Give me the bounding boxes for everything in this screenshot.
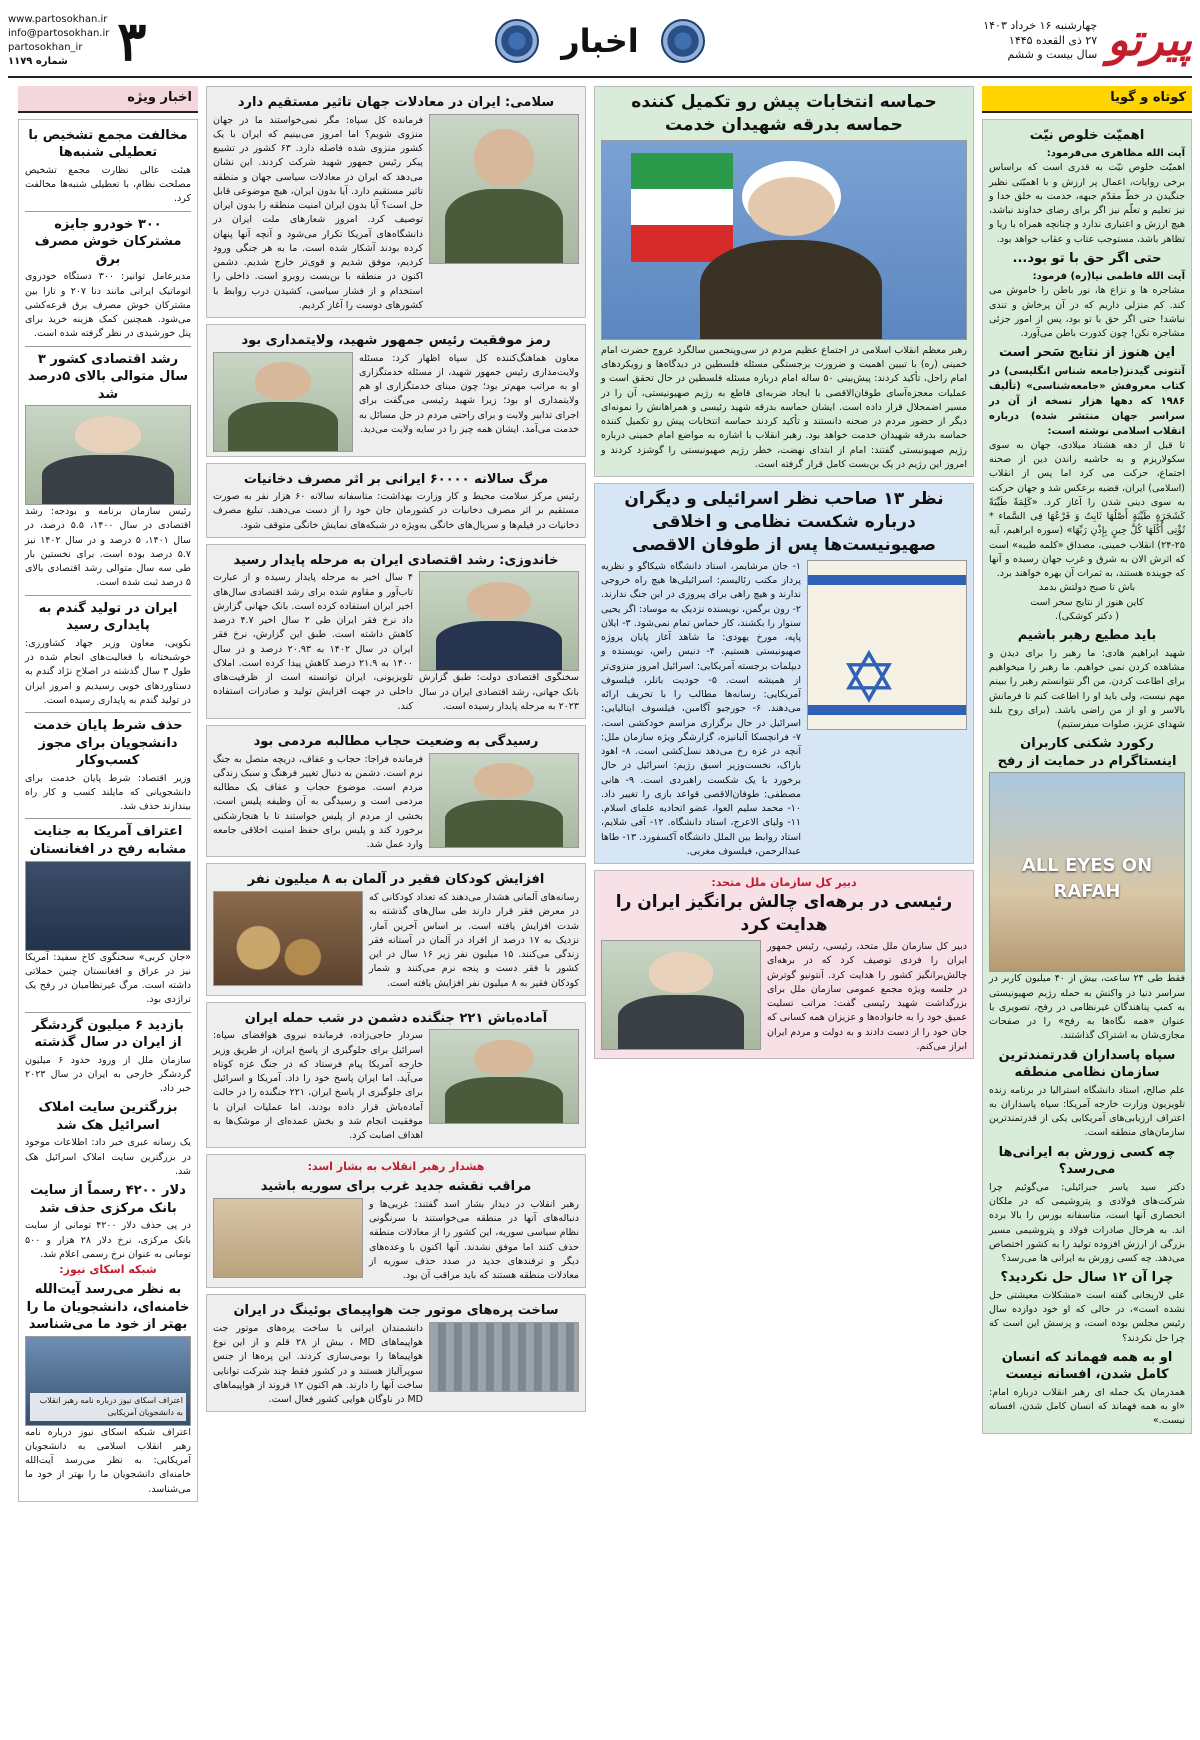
article-headline[interactable]: رمز موفقیت رئیس جمهور شهید، ولایتمداری بود <box>241 333 551 349</box>
news-title[interactable]: مخالفت مجمع تشخیص با تعطیلی شنبه‌ها <box>28 127 188 161</box>
article-content <box>213 891 579 991</box>
article-content <box>213 1029 579 1143</box>
article-content <box>213 1198 579 1284</box>
portrait-body <box>618 995 744 1049</box>
lead-article <box>594 86 974 477</box>
israel-headline[interactable]: نظر ۱۳ صاحب نظر اسرائیلی و دیگران درباره شکست نظامی و اخلاقی صهیونیست‌ها پس از طوفان الاقصی <box>624 489 944 555</box>
short-item-body: تا قبل از دهه هشتاد میلادی، جهان به سوی سکولاریزم و به حاشیه راندن دین از صحنه اجتماع، حرکت می کرد اما پس از انقلاب (اسلامی) ایران، قضیه برعکس شد و جهان حرکت به سوی دینی شدن را آغاز کرد. «کَلِمَةً طَیِّبَةً کَشَجَرَةٍ طَیِّبَةٍ أَصْلُهَا ثَابِتٌ وَ فَرْعُهَا فِی السَّماء * تُؤْتِی أُکُلَهَا کُلَّ حِینٍ بِإِذْنِ رَبِّهَا» (سوره ابراهیم، آیه ۲۵-۲۴) انقلاب خمینی، مصداق «کلمه طیبه» است که اثرش الان به شرق و غرب جهان رسیده و آنها که جوینده هستند، به ثمرات آن بهره خواهند برد. <box>989 439 1185 580</box>
contact-info <box>8 13 109 69</box>
short-item-title: حتی اگر حق با تو بود... <box>1012 250 1162 266</box>
divider <box>25 818 191 819</box>
news-body: در پی حذف دلار ۴۲۰۰ تومانی از سایت بانک مرکزی، نرخ دلار ۲۸ هزار و ۵۰۰ تومانی به عنوان نرخ رسمی اعلام شد. <box>25 1220 192 1260</box>
meeting-photo <box>213 1198 363 1278</box>
date-hijri: ۲۷ ذی القعده ۱۴۴۵ <box>1008 33 1098 47</box>
article-velayat <box>206 324 586 457</box>
portrait-head <box>474 1040 533 1075</box>
poem-line: باش تا صبح دولتش بدمد <box>1038 582 1136 594</box>
flag-stripe <box>808 575 966 585</box>
kirby-photo <box>25 861 191 951</box>
radan-photo <box>429 753 579 848</box>
divider <box>25 346 191 347</box>
article-boeing <box>206 1294 586 1412</box>
news-body: اعتراف شبکه اسکای نیوز درباره نامه رهبر انقلاب اسلامی به دانشجویان آمریکایی: به نظر می‌رسد آیت‌الله خامنه‌ای دانشجویان ما را بهتر از خود ما می‌شناسد. <box>25 1426 191 1495</box>
portrait-body <box>700 240 882 339</box>
center-left-column <box>206 86 586 1726</box>
article-germany <box>206 863 586 995</box>
masthead-contact <box>8 9 338 73</box>
news-title[interactable]: رشد اقتصادی کشور ۳ سال متوالی بالای ۵درصد شد <box>27 351 189 402</box>
left-column <box>18 86 198 1726</box>
article-hijab <box>206 725 586 857</box>
social-handle[interactable]: partosokhan_ir <box>8 42 83 53</box>
ornament-icon <box>495 19 539 63</box>
article-kicker: هشدار رهبر انقلاب به بشار اسد: <box>307 1160 485 1174</box>
article-body: فرمانده فراجا: حجاب و عفاف، دریچه متصل به جنگ نرم است. دشمن به دنبال تغییر فرهنگ و سبک زندگی مردم است. موضوع حجاب و عفاف یک مطالبه مردمی است و رسیدگی به آن وظیفه پلیس است. بخشی از مردم از پلیس خواستند تا با هنجارشکنی برخورد کند و پلیس برای حفظ امنیت اخلاقی جامعه وارد عمل شد. <box>213 753 423 851</box>
masthead <box>8 6 1192 78</box>
news-body: نکویی، معاون وزیر جهاد کشاورزی: خوشبختانه با فعالیت‌های انجام شده در طول ۳ سال گذشته در اصلاح نژاد گندم به دستاوردهای خوبی رسیدیم و امروز ایران در تولید گندم به پایداری رسیده است. <box>25 637 191 706</box>
portrait-head <box>75 416 141 453</box>
article-headline[interactable]: رسیدگی به وضعیت حجاب مطالبه مردمی بود <box>253 734 539 750</box>
short-item-body: شهید ابراهیم هادی: ما رهبر را برای دیدن و مشاهده کردن نمی خواهیم. ما رهبر را میخواهیم برای اطاعت کردن. من اگر نتوانستم رهبر را ببینم مهم نیست، ولی باید او را اطاعت کنم تا فرمانش بالاسر و او از من راضی باشد. (برای روح بلند شهدای عزیز، صلوات میفرستیم) <box>989 647 1185 731</box>
un-kicker: دبیر کل سازمان ملل متحد: <box>711 876 857 890</box>
short-item-body: همدرمان یک جمله ای رهبر انقلاب درباره امام: «او به همه فهماند که انسان کامل شدن، افسانه نیست.» <box>989 1386 1185 1427</box>
article-content <box>213 352 579 452</box>
news-kicker: شبکه اسکای نیوز: <box>59 1263 157 1277</box>
lead-headline[interactable]: حماسه انتخابات پیش رو تکمیل کننده حماسه بدرقه شهیدان خدمت <box>631 92 937 135</box>
short-item <box>982 119 1192 1434</box>
article-economy <box>206 544 586 719</box>
short-item-title: چرا آن ۱۲ سال حل نکردید؟ <box>1000 1270 1174 1286</box>
engine-photo <box>429 1322 579 1392</box>
divider <box>25 712 191 713</box>
naghdi-photo <box>213 352 353 452</box>
article-body: رسانه‌های آلمانی هشدار می‌دهند که تعداد کودکانی که در معرض فقر قرار دارند طی سال‌های گذشته به شدت افزایش یافته است. بر اساس آخرین آمار، نزدیک به ۱۷ درصد از افراد در آلمان در آستانه فقر زندگی می‌کنند. ۱۵ میلیون نفر زیر ۱۶ سال در این کشور با فقر دست و پنجه نرم می‌کنند و شمار کودکان فقیر به ۸ میلیون نفر افزایش یافته است. <box>369 892 579 989</box>
issue-number: شماره ۱۱۷۹ <box>8 56 68 67</box>
year-label: سال بیست و ششم <box>1007 48 1098 62</box>
special-news <box>18 119 198 1502</box>
masthead-brand <box>862 9 1192 73</box>
news-title[interactable]: بازدید ۶ میلیون گردشگر از ایران در سال گذشته <box>32 1017 184 1051</box>
portrait-body <box>42 455 173 504</box>
portrait-body <box>445 800 563 847</box>
website-link[interactable]: www.partosokhan.ir <box>8 14 108 25</box>
short-item-attr: آنتونی گیدنز(جامعه شناس انگلیسی) در کتاب معروفش «جامعه‌شناسی» (تألیف ۱۹۸۶ که دهها هزار نسخه از آن در سراسر جهان منتشر شده) درباره انقلاب اسلامی نوشته است: <box>989 365 1185 437</box>
short-item-attr: آیت الله مظاهری می‌فرمود: <box>1046 148 1185 160</box>
news-title[interactable]: ایران در تولید گندم به پایداری رسید <box>38 600 178 634</box>
short-item-title: اهمیّت خلوص نیّت <box>1029 127 1145 143</box>
article-body: رئیس مرکز سلامت محیط و کار وزارت بهداشت: متاسفانه سالانه ۶۰ هزار نفر به صورت مستقیم بر اثر مصرف دخانیات در کشورمان جان خود را از دست می‌دهند. تبلیغ مصرف دخانیات در فیلم‌ها و سریال‌های خانگی به‌ویژه در شبکه‌های نمایش خانگی متوقف شود. <box>213 491 579 531</box>
un-headline[interactable]: رئیسی در برهه‌ای چالش برانگیز ایران را هدایت کرد <box>615 892 953 936</box>
news-body: هیئت عالی نظارت مجمع تشخیص مصلحت نظام، با تعطیلی شنبه‌ها مخالفت کرد. <box>25 164 191 205</box>
news-body: یک رسانه عبری خبر داد: اطلاعات موجود در بزرگترین سایت املاک اسرائیل هک شد. <box>25 1137 191 1177</box>
article-headline[interactable]: آماده‌باش ۲۲۱ جنگنده دشمن در شب حمله ایران <box>244 1010 548 1026</box>
israel-article <box>594 483 974 864</box>
guterres-photo <box>601 940 761 1050</box>
article-salami <box>206 86 586 318</box>
short-item-body: مشاجره ها و نزاع ها، نور باطن را خاموش می کند. کم منزلی داریم که در آن پرخاش و تندی نباشد! حتی اگر حق با تو بود، پس از امور جزئی مشاجره نکن! چون کدورت باطن می‌آورد. <box>989 285 1185 340</box>
budget-head-photo <box>25 405 191 505</box>
news-body: «جان کربی» سخنگوی کاخ سفید: آمریکا نیز در عراق و افغانستان چنین حملاتی داشته است. مرگ غیرنظامیان در رفح یک تراژدی بود. <box>25 951 191 1006</box>
news-title[interactable]: اعتراف آمریکا به جنایت مشابه رفح در افغانستان <box>29 824 187 857</box>
short-item-title: چه کسی زورش به ایرانی‌ها می‌رسد؟ <box>998 1144 1176 1178</box>
article-body: ۴ سال اخیر به مرحله پایدار رسیده و از عبارت تاب‌آور و مقاوم شده برای رشد اقتصادی سال‌های اخیر ایران استفاده کرده است. بانک جهانی گزارش داد نرخ فقر ایران طی ۲ سال اخیر ۴.۷ درصد کاهش داشته است. طبق این گزارش، نرخ فقر ایران در سال ۱۴۰۲ به ۲۰.۹۳ درصد و در سال ۱۴۰۰ به ۲۱.۹ درصد کاهش پیدا کرده است. املاک تلویزیونی، ایران توانسته است از ظرفیت‌های داخلی در جهت افزایش تولید و صادرات استفاده کند. <box>213 572 414 712</box>
coins-photo <box>213 891 363 986</box>
cartoon-image <box>807 560 967 730</box>
article-headline[interactable]: مرگ سالانه ۶۰۰۰۰ ایرانی بر اثر مصرف دخانیات <box>243 471 549 487</box>
article-headline[interactable]: مراقب نقشه جدید غرب برای سوریه باشید <box>260 1179 532 1195</box>
article-body: دانشمندان ایرانی با ساخت پره‌های موتور جت هواپیماهای MD ، بیش از ۲۸ قلم و از این نوع هواپیماها را بومی‌سازی کردند. این پره‌ها از جنس سوپرآلیاژ هستند و در کشور فقط چند شرکت توانایی ساخت آنها را دارند. هم اکنون ۱۲ فروند از هواپیماهای MD در ناوگان هوایی کشور فعال است. <box>213 1322 423 1406</box>
divider <box>25 595 191 596</box>
article-content <box>213 571 579 714</box>
un-body: دبیر کل سازمان ملل متحد، رئیسی، رئیس جمهور ایران را فردی توصیف کرد که در برهه‌ای چالش‌برانگیز کشور را هدایت کرد. آنتونیو گوترش در جلسه ویژه مجمع عمومی سازمان ملل برای بزرگداشت شهید رئیسی گفت: مراتب تسلیت عمیق خود را به خانواده‌ها و عزیزان همه کسانی که جان خود را از دست دادند و به دولت و مردم ایران ابراز می‌کنم. <box>767 941 967 1052</box>
star-icon: ✡ <box>839 637 899 720</box>
left-column-header: اخبار ویژه <box>18 86 198 113</box>
right-column <box>982 86 1192 1726</box>
photo-caption: سخنگوی اقتصادی دولت: طبق گزارش بانک جهانی، رشد اقتصادی ایران در سال ۲۰۲۳ به مرحله پایدار رسیده است. <box>419 672 579 712</box>
short-item-body: علم صالح، استاد دانشگاه استرالیا در برنامه زنده تلویزیون وزارت خارجه آمریکا: سپاه پاسداران به اعتراف ارزیابی‌های آمریکایی یکی از قدرتمندترین سازمان‌های منطقه است. <box>989 1084 1185 1139</box>
logo[interactable]: پیرتو <box>1107 15 1192 67</box>
article-content <box>213 1322 579 1408</box>
israel-content <box>601 560 967 859</box>
portrait-head <box>649 952 712 993</box>
article-body: فرمانده کل سپاه: مگر نمی‌خواستند ما در جهان منزوی شویم؟ اما امروز می‌بینیم که ایران با یک کشور منزوی شده فاصله دارد. ۶۳ کشور در تشییع پیکر رئیس جمهور شهید شرکت کردند. این نشان می‌دهد که ایران در معادلات سیاسی جهان و منطقه تاثیر مستقیم دارد. آیا بدون ایران، هیچ موضوعی قابل حل است؟ آیا بدون ایران امنیت منطقه را بدون ایران توصیف کرد. امروز شعارهای ملت ایران در دانشگاه‌های آمریکا تکرار می‌شود و آنچه آنها پنهان کرده بودند آشکار شده است. ما به هر جنگی ورود کردیم، موفق شدیم و قوی‌تر خارج شدیم. دشمن اکنون در منطقه با بن‌بست روبرو است. داخلی را استخدام و از فشار سیاسی، کشیدن درب روابط با کشورهای دوست را آغاز کردیم. <box>213 114 424 311</box>
divider <box>25 211 191 212</box>
news-title[interactable]: ۳۰۰ خودرو جایزه مشترکان خوش مصرف برق <box>34 216 182 267</box>
center-right-column <box>594 86 974 1726</box>
section-title: اخبار <box>561 21 639 60</box>
news-title[interactable]: به نظر می‌رسد آیت‌الله خامنه‌ای، دانشجویان ما را بهتر از خود ما می‌شناسد <box>26 1282 190 1333</box>
news-body: رئیس سازمان برنامه و بودجه: رشد اقتصادی در سال ۱۴۰۰، ۵.۵ درصد، در سال ۱۴۰۱، ۵ درصد و در سال ۱۴۰۲ نیز ۵.۷ درصد بوده است. برای نخستین بار طی سه سال متوالی رشد اقتصادی بالای ۵ درصد ثبت شده است. <box>25 506 192 589</box>
skynews-photo <box>25 1336 191 1426</box>
right-column-header: کوتاه و گویا <box>982 86 1192 113</box>
portrait-head <box>255 362 310 399</box>
short-item-body: فقط طی ۲۴ ساعت، بیش از ۴۰ میلیون کاربر در سراسر دنیا در واکنش به حمله رژیم صهیونیستی به کمپ پناهندگان غیرنظامی در رفح، تصویری با عنوان «همه نگاه‌ها به رفح» را در صفحات مجازی‌شان به اشتراک گذاشتند. <box>989 973 1185 1042</box>
flag-icon <box>631 153 733 262</box>
tv-caption: اعتراف اسکای نیوز درباره نامه رهبر انقلاب به دانشجویان آمریکایی <box>30 1393 186 1420</box>
portrait-body <box>228 402 338 451</box>
article-headline[interactable]: سلامی: ایران در معادلات جهان تاثیر مستقیم دارد <box>237 95 555 110</box>
article-headline[interactable]: خاندوزی: رشد اقتصادی ایران به مرحله پایدار رسید <box>233 552 559 568</box>
columns <box>8 86 1192 1726</box>
ornament-icon <box>661 19 705 63</box>
short-item-title: رکورد شکنی کاربران اینستاگرام در حمایت از رفح <box>997 736 1177 769</box>
short-item-body: علی لاریجانی گفته است «مشکلات معیشتی حل نشده است»، در حالی که او خود دوازده سال رئیس مجلس بوده است، و پرسش این است که چرا حل نکردند؟ <box>989 1289 1185 1344</box>
short-item-body: اهمیّت خلوص نیّت به قدری است که براساس برخی روایات، اعمال پر ارزش و با اهمیّتی نظیر جنگیدن در خطّ مقدّم جبهه، خدمت به خلق خدا و نیز تعلیم و تعلّم نیز اگر برای رضای خداوند نباشد، هیچ ارزش و اعتباری ندارد و چنانچه همراه با ریا و تظاهر باشد، مستوجب عتاب و عقاب خواهد بود. <box>989 162 1185 245</box>
rafah-image-text: ALL EYES ON RAFAH <box>1021 854 1153 902</box>
portrait-head <box>467 582 530 619</box>
article-body: سردار حاجی‌زاده، فرمانده نیروی هوافضای سپاه: اسرائیل برای جلوگیری از پاسخ ایران، از طریق وزیر خارجه آمریکا پیام فرستاد که در جنگ غزه کوتاه می‌آید. اما ایران پاسخ خود را داد. آمریکا و اسرائیل برای جلوگیری از پاسخ ایران، ۲۲۱ جنگنده را در حالت آماده‌باش قرار داده بودند، اما عملیات ایران با موفقیت انجام شد و بخش عمده‌ای از موشک‌ها به اهداف اصابت کرد. <box>213 1030 423 1142</box>
rafah-image <box>989 772 1185 972</box>
short-item-title: این هنوز از نتایج سَحر است <box>998 345 1176 361</box>
article-tobacco <box>206 463 586 538</box>
leader-photo <box>601 140 967 340</box>
article-jets <box>206 1002 586 1149</box>
section-banner <box>495 18 705 64</box>
portrait-body <box>436 621 562 670</box>
news-body: مدیرعامل توانیر: ۳۰۰ دستگاه خودروی اتوماتیک ایرانی مانند دنا ۲۰۷ و تارا بین مشترکان خوش مصرف برق قرعه‌کشی می‌شود. همچنین کمک هزینه خرید برای پنل خورشیدی در نظر گرفته شده است. <box>25 271 192 340</box>
un-article <box>594 870 974 1059</box>
poem-line: ( دکتر کوشکی). <box>1055 610 1119 622</box>
portrait-head <box>748 177 835 236</box>
portrait-body <box>445 1077 563 1124</box>
article-content <box>213 114 579 314</box>
divider <box>25 1012 191 1013</box>
page-number: ۳ <box>117 9 147 73</box>
article-body: رهبر انقلاب در دیدار بشار اسد گفتند: غربی‌ها و دنباله‌های آنها در منطقه می‌خواستند با سرنگونی نظام سیاسی سوریه، این کشور را از معادلات منطقه حذف کنند اما موفق نشدند. آنها اکنون با وعده‌های دیگر و ترفندهای جدید در صدد حذف سوریه از معادلات منطقه هستند که باید مراقب آن بود. <box>369 1198 579 1282</box>
article-syria <box>206 1154 586 1288</box>
short-item-body: دکتر سید یاسر جبرائیلی: می‌گوئیم چرا شرکت‌های فولادی و پتروشیمی که در ملکان انحصاری آنها است، متاسفانه بورس را بالا برده اند. به هرحال صادرات فولاد و پتروشیمی مسیر بزرگی از ارزش افزوده تولید را به کشور اختصاص می‌دهد. چه کسی زورش به ایرانی ها می‌رسد؟ <box>989 1181 1185 1265</box>
israel-body: ۱- جان مرشایمر، استاد دانشگاه شیکاگو و نظریه پرداز مکتب رئالیسم: اسرائیلی‌ها هیچ راه خروجی ندارند و هیچ راهی برای پیروزی در این جنگ ندارند. ۲- رون برگمن، نویسنده نزدیک به موساد: اگر یحیی سنوار را بکشند، کار حماس تمام نمی‌شود. ۳- ایلان پاپه، مورخ یهودی: ما شاهد آغاز پایان پروژه صهیونیستی هستیم. ۴- دنیس راس، نویسنده و دیپلمات برجسته آمریکایی: اسرائیل امروز منزوی‌تر از همیشه است. ۵- جودیت باتلر، فیلسوف آمریکایی: رسانه‌ها مطالب را با تحریف ارائه می‌دهند. ۶- جورجیو آگامبن، فیلسوف ایتالیایی: اسرائیل در حال برگزاری مراسم خودکشی است. ۷- فرانچسکا آلبانیزه، گزارشگر ویژه سازمان ملل: آنچه در غزه رخ می‌دهد نسل‌کشی است. ۸- اهود باراک، نخست‌وزیر اسبق رژیم: اسرائیل در حال برخورد با یک شکست راهبردی است. ۹- هانی مصطفی: طوفان‌الاقصی قواعد بازی را تغییر داد. ۱۰- محمد سلیم العوا، عضو اتحادیه علمای اسلام. ۱۱- ولیای الاعرج، استاد دانشگاه. ۱۲- آفی شلایم، استاد روابط بین الملل دانشگاه آکسفورد. ۱۳- طاها عبدالرحمن، فیلسوف مغربی. <box>601 560 802 857</box>
portrait-head <box>474 129 533 185</box>
khandouzi-photo <box>419 571 579 671</box>
portrait-head <box>474 763 533 798</box>
short-item-title: سپاه پاسداران قدرتمندترین سازمان نظامی منطقه <box>998 1047 1176 1081</box>
article-content <box>213 753 579 853</box>
short-item-title: باید مطیع رهبر باشیم <box>1017 628 1157 644</box>
poem-line: کاین هنوز از نتایج سحر است <box>1030 596 1144 608</box>
article-headline[interactable]: ساخت پره‌های موتور جت هواپیمای بوئینگ در ایران <box>233 1303 559 1319</box>
un-content <box>601 940 967 1054</box>
date-fa: چهارشنبه ۱۶ خرداد ۱۴۰۳ <box>983 18 1098 32</box>
portrait-body <box>445 189 563 263</box>
salami-photo <box>429 114 579 264</box>
article-headline[interactable]: افزایش کودکان فقیر در آلمان به ۸ میلیون نفر <box>247 872 545 888</box>
news-title[interactable]: حذف شرط پایان خدمت دانشجویان برای مجوز کسب‌وکار <box>33 718 183 769</box>
article-body: معاون هماهنگ‌کننده کل سپاه اظهار کرد: مسئله ولایت‌مداری رئیس جمهور شهید، از مسئله خدمتگزاری او به مراتب مهم‌تر بود؛ چون مبنای خدمتگزاری او هم ولایتمداری او بود؛ زیرا شهید رئیسی می‌گفت برای اجرای تدابیر ولایت و برای راحتی مردم در حل مسائل به خدمت می‌آمد. ایشان همه چیز را در سایه ولایت می‌دید. <box>359 352 579 435</box>
masthead-dates <box>983 19 1097 64</box>
news-body: وزیر اقتصاد: شرط پایان خدمت برای دانشجویانی که مایلند کسب و کار راه بیندازند حذف شد. <box>25 772 191 813</box>
short-item-title: او به همه فهماند که انسان کامل شدن، افسانه نیست <box>1001 1349 1173 1383</box>
news-title[interactable]: دلار ۴۲۰۰ رسماً از سایت بانک مرکزی حذف شد <box>30 1183 186 1216</box>
hajizadeh-photo <box>429 1029 579 1124</box>
email-link[interactable]: info@partosokhan.ir <box>8 28 110 39</box>
short-item-attr: آیت الله فاطمی نیا(ره) فرمود: <box>1032 271 1185 283</box>
photo-column <box>419 571 579 714</box>
lead-body: رهبر معظم انقلاب اسلامی در اجتماع عظیم مردم در سی‌وپنجمین سالگرد عروج حضرت امام خمینی (ره) با تبیین اهمیت و ضرورت برجستگی مسئله فلسطین در دیدگاه‌ها و رویکردهای امام راحل، تأکید کردند: پیش‌بینی ۵۰ ساله امام درباره مسئله فلسطین در حال تحقق است و عملیات معجزه‌آسای طوفان‌الاقصی با ایجاد ضربه‌ای قاطع به رژیم صهیونیستی، آن را در مسیر اضمحلال قرار داده است. ایشان حماسه بدرقه شهید رئیسی و همراهانش را نمونه‌ای دیگر از حضور مردم در صحنه دانستند و تأکید کردند حماسه انتخابات پیش رو تکمیل کننده حماسه بدرقه شهیدان خدمت خواهد بود. رهبر انقلاب با اشاره به مواضع امام خمینی درباره رژیم صهیونیستی گفتند: امام از ابتدای نهضت، خطر رژیم صهیونیستی را گوشزد کردند و امروز این رژیم در یک بن‌بست کامل قرار گرفته است. <box>601 344 968 470</box>
news-title[interactable]: بزرگترین سایت املاک اسرائیل هک شد <box>38 1100 178 1133</box>
news-body: سازمان ملل از ورود حدود ۶ میلیون گردشگر خارجی به ایران در سال ۲۰۲۳ خبر داد. <box>25 1054 192 1095</box>
